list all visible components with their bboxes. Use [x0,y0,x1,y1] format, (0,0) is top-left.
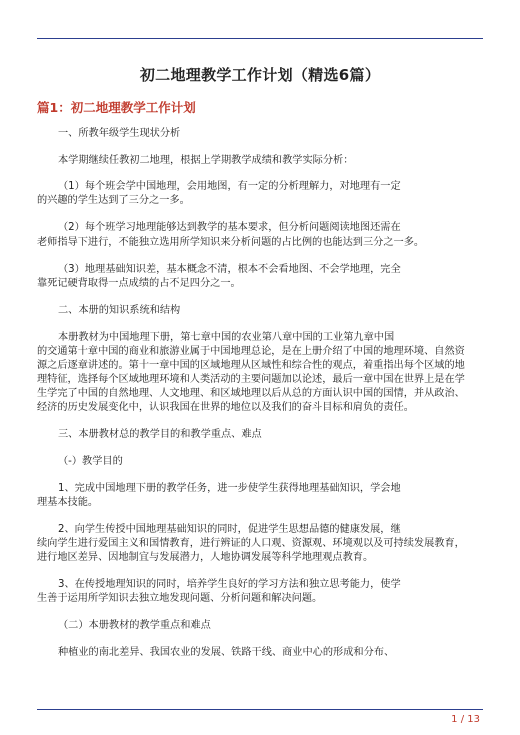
text-line: 生学完了中国的自然地理、人文地理、和区域地理以后从总的方面认识中国的国情，并从政治、 [37,388,465,399]
text-line: 的兴趣的学生达到了三分之一多。 [37,195,190,206]
text-line: 本册教材为中国地理下册，第七章中国的农业第八章中国的工业第九章中国 [58,332,395,343]
text-line: 1、完成中国地理下册的教学任务，进一步使学生获得地理基础知识，学会地 [58,483,401,494]
text-line: 3、在传授地理知识的同时，培养学生良好的学习方法和独立思考能力，使学 [58,579,401,590]
text-line: （3）地理基础知识差，基本概念不清，根本不会看地图、不会学地理，完全 [58,264,401,275]
text-line: 种植业的南北差异、我国农业的发展、铁路干线、商业中心的形成和分布、 [58,647,395,658]
text-line: 续向学生进行爱国主义和国情教育，进行辨证的人口观、资源观、环境观以及可持续发展教育， [37,538,465,549]
text-line: 理特征，选择每个区域地理环境和人类活动的主要问题加以论述，最后一章中国在世界上是在学 [37,374,465,385]
footer-rule [37,709,483,710]
text-line: 二、本册的知识系统和结构 [58,305,181,316]
text-line: 靠死记硬背取得一点成绩的占不足四分之一。 [37,278,241,289]
text-line: 进行地区差异、因地制宜与发展潜力，人地协调发展等科学地理观点教育。 [37,552,374,563]
document-title: 初二地理教学工作计划（精选6篇） [139,66,381,84]
text-line: 三、本册教材总的教学目的和教学重点、难点 [58,429,262,440]
text-line: 一、所教年级学生现状分析 [58,128,181,139]
text-line: （2）每个班学习地理能够达到教学的基本要求，但分析问题阅读地图还需在 [58,222,401,233]
text-line: 源之后逐章讲述的。第十一章中国的区域地理从区域性和综合性的观点，着重指出每个区域的地 [37,360,465,371]
text-line: 的交通第十章中国的商业和旅游业属于中国地理总论，是在上册介绍了中国的地理环境、自然资 [37,346,465,357]
header-rule [37,38,483,39]
section-title: 篇1：初二地理教学工作计划 [37,100,196,115]
text-line: 老师指导下进行，不能独立选用所学知识来分析问题的占比例的也能达到三分之一多。 [37,237,425,248]
text-line: 理基本技能。 [37,497,99,508]
page-number: 1 / 13 [451,714,480,725]
text-line: 2、向学生传授中国地理基础知识的同时，促进学生思想品德的健康发展，继 [58,524,401,535]
text-line: （二）本册教材的教学重点和难点 [58,620,211,631]
text-line: 生善于运用所学知识去独立地发现问题、分析问题和解决问题。 [37,593,323,604]
text-line: 本学期继续任教初二地理，根据上学期教学成绩和教学实际分析： [58,155,354,166]
text-line: （1）每个班会学中国地理，会用地图，有一定的分析理解力，对地理有一定 [58,181,401,192]
text-line: 经济的历史发展变化中，认识我国在世界的地位以及我们的奋斗目标和肩负的责任。 [37,402,414,413]
text-line: （-）教学目的 [58,456,123,467]
